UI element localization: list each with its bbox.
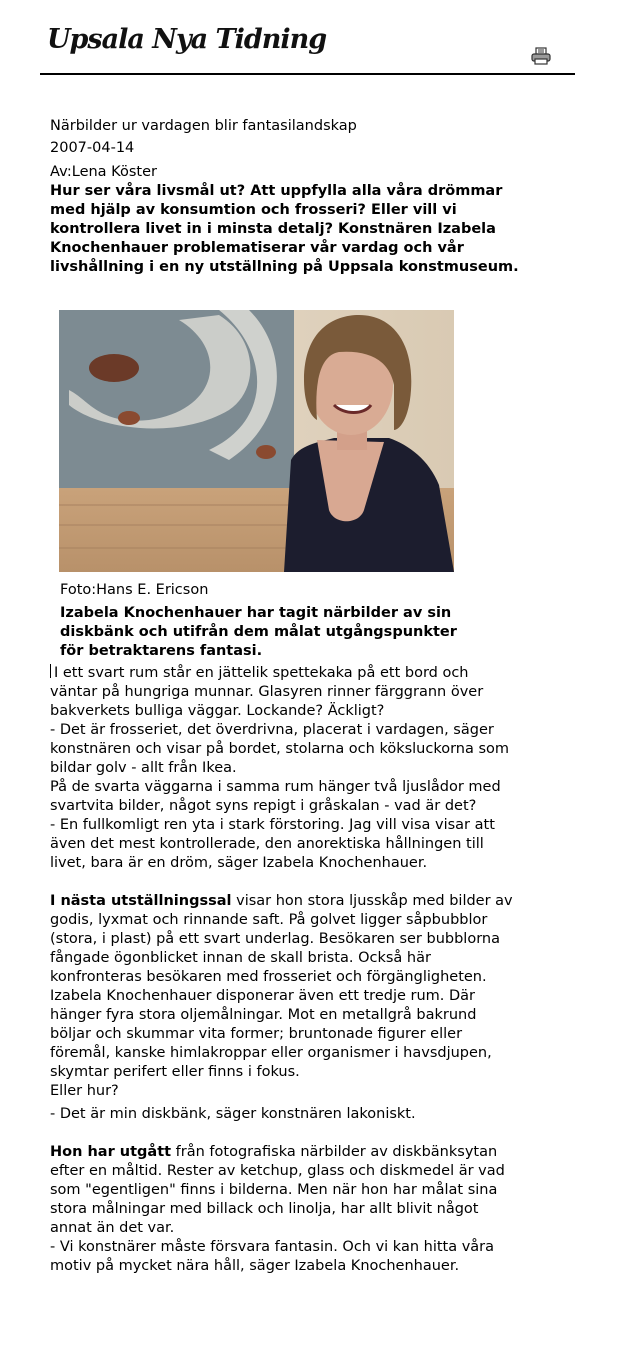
section-lead: I nästa utställningssal (50, 893, 232, 909)
body-paragraph: Eller hur? (50, 1083, 119, 1099)
body-paragraph: - Det är min diskbänk, säger konstnären lakoniskt. (50, 1106, 416, 1122)
body-paragraph: Izabela Knochenhauer disponerar även ett tredje rum. Där hänger fyra stora oljemålningar. Mot en metallgrå bakrund böljar och skummar vita former; bruntonade figurer eller föremål, kanske himlakroppar eller organismer i havsdjupen, skymtar perifert eller finns i fokus. (50, 988, 492, 1080)
photo-description: Izabela Knochenhauer har tagit närbilder av sin diskbänk och utifrån dem målat utgångspunkter för betraktarens fantasi. (60, 605, 457, 659)
printer-icon[interactable] (531, 47, 551, 65)
article-lead: Hur ser våra livsmål ut? Att uppfylla alla våra drömmar med hjälp av konsumtion och frosseri? Eller vill vi kontrollera livet in i minsta detalj? Konstnären Izabela Knochenhauer problematiserar vår vardag och vår livshållning i en ny utställning på Uppsala konstmuseum. (50, 183, 519, 275)
article-body (50, 664, 520, 1276)
article-header (50, 116, 520, 277)
article-byline: Av:Lena Köster (50, 164, 157, 180)
photo-caption: Foto:Hans E. Ericson (60, 582, 209, 598)
newspaper-logo: Upsala Nya Tidning (47, 24, 327, 55)
masthead (40, 22, 575, 75)
article-date: 2007-04-14 (50, 140, 135, 156)
body-paragraph: - Det är frosseriet, det överdrivna, placerat i vardagen, säger konstnären och visar på bordet, stolarna och köksluckorna som bildar golv - allt från Ikea. (50, 722, 510, 776)
body-paragraph: I ett svart rum står en jättelik spettekaka på ett bord och väntar på hungriga munnar. Glasyren rinner färggrann över bakverkets bulliga väggar. Lockande? Äckligt? (50, 665, 484, 719)
section-lead: Hon har utgått (50, 1144, 172, 1160)
article-title: Närbilder ur vardagen blir fantasilandskap (50, 118, 357, 134)
body-paragraph: I nästa utställningssal visar hon stora ljusskåp med bilder av godis, lyxmat och rinnande saft. På golvet ligger såpbubblor (stora, i plast) på ett svart underlag. Besökaren ser bubblorna fångade ögonblicket innan de skall brista. Också här konfronteras besökaren med frosseriet och förgängligheten. (50, 893, 513, 985)
body-paragraph: Hon har utgått från fotografiska närbilder av diskbänksytan efter en måltid. Rester av ketchup, glass och diskmedel är vad som "egentligen" finns i bilderna. Men när hon har målat sina stora målningar med billack och linolja, har allt blivit något annat än det var. (50, 1144, 505, 1236)
body-paragraph: - Vi konstnärer måste försvara fantasin. Och vi kan hitta våra motiv på mycket nära håll, säger Izabela Knochenhauer. (50, 1239, 495, 1274)
article-photo (59, 310, 454, 572)
body-paragraph: - En fullkomligt ren yta i stark förstoring. Jag vill visa visar att även det mest kontrollerade, den anorektiska hållningen till livet, bara är en dröm, säger Izabela Knochenhauer. (50, 817, 495, 871)
body-paragraph: På de svarta väggarna i samma rum hänger två ljuslådor med svartvita bilder, något syns repigt i gråskalan - vad är det? (50, 779, 501, 814)
text-cursor (50, 664, 51, 678)
